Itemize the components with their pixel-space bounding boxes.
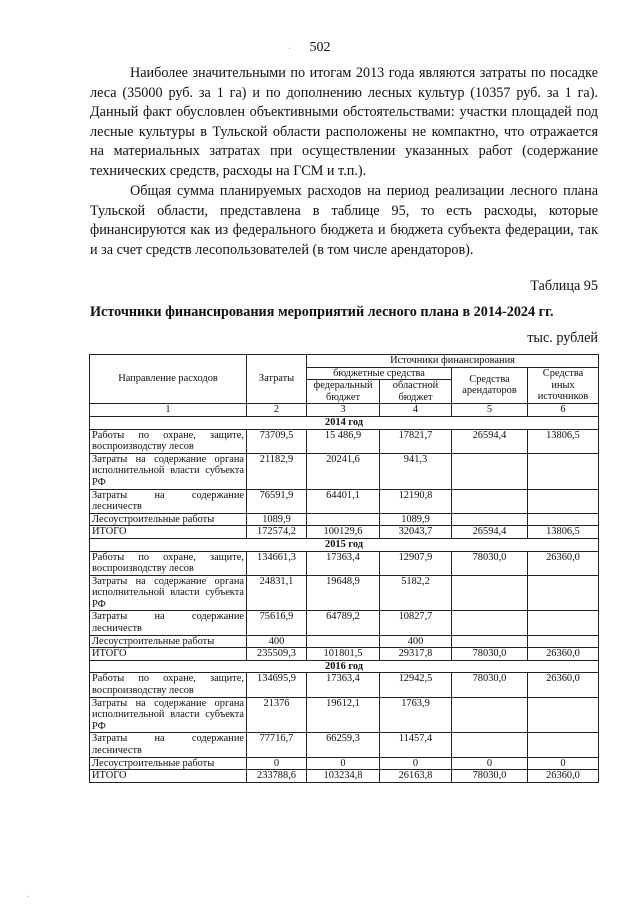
scan-speck: · [288, 44, 292, 55]
row-label: Лесоустроительные работы [90, 513, 247, 526]
column-number-row [90, 404, 599, 417]
cell-costs: 77716,7 [247, 733, 307, 757]
cell-regional: 1763,9 [380, 697, 452, 733]
table-row [90, 575, 599, 611]
cell-federal: 100129,6 [307, 526, 380, 539]
cell-tenants [452, 575, 528, 611]
cell-federal: 66259,3 [307, 733, 380, 757]
column-number: 5 [452, 404, 528, 417]
cell-tenants: 26594,4 [452, 526, 528, 539]
cell-costs: 75616,9 [247, 611, 307, 635]
cell-tenants [452, 697, 528, 733]
cell-regional: 17821,7 [380, 429, 452, 453]
table-row [90, 429, 599, 453]
row-label: Затраты на содержание органа исполнительной власти субъекта РФ [90, 697, 247, 733]
header-sources: Источники финансирования [307, 355, 599, 368]
cell-federal: 101801,5 [307, 648, 380, 661]
column-number: 2 [247, 404, 307, 417]
header-costs: Затраты [247, 355, 307, 404]
table-row [90, 611, 599, 635]
header-direction: Направление расходов [90, 355, 247, 404]
paragraph-1: Наиболее значительными по итогам 2013 года являются затраты по посадке леса (35000 руб. за 1 га) и по дополнению лесных культур (10357 руб. за 1 га). Данный факт обусловлен объективными обстоятельствами: участки площадей под лесные культуры в Тульской области расположены не компактно, что отражается на материальных затратах при осуществлении указанных работ (содержание технических средств, расходы на ГСМ и т.п.). [90, 65, 598, 179]
header-other: Средства иных источников [528, 367, 599, 404]
cell-tenants: 78030,0 [452, 551, 528, 575]
header-budget: бюджетные средства [307, 367, 452, 380]
cell-regional: 400 [380, 635, 452, 648]
cell-other: 0 [528, 757, 599, 770]
scan-speck: · [26, 892, 30, 903]
cell-regional: 26163,8 [380, 770, 452, 783]
cell-costs: 24831,1 [247, 575, 307, 611]
header-tenants: Средства арендаторов [452, 367, 528, 404]
year-heading: 2016 год [90, 660, 599, 673]
row-label: Работы по охране, защите, воспроизводству лесов [90, 551, 247, 575]
cell-costs: 21376 [247, 697, 307, 733]
cell-tenants: 78030,0 [452, 648, 528, 661]
cell-other [528, 513, 599, 526]
column-number: 6 [528, 404, 599, 417]
row-label: Затраты на содержание органа исполнительной власти субъекта РФ [90, 453, 247, 489]
row-label: Затраты на содержание органа исполнительной власти субъекта РФ [90, 575, 247, 611]
cell-regional: 12942,5 [380, 673, 452, 697]
row-label: Затраты на содержание лесничеств [90, 489, 247, 513]
year-row [90, 416, 599, 429]
header-regional: областной бюджет [380, 380, 452, 404]
cell-other: 13806,5 [528, 526, 599, 539]
cell-costs: 235509,3 [247, 648, 307, 661]
table-row [90, 648, 599, 661]
cell-tenants: 0 [452, 757, 528, 770]
table-body [90, 416, 599, 782]
table-row [90, 635, 599, 648]
cell-regional: 1089,9 [380, 513, 452, 526]
cell-regional: 10827,7 [380, 611, 452, 635]
table-row [90, 770, 599, 783]
cell-regional: 12907,9 [380, 551, 452, 575]
table-units: тыс. рублей [527, 330, 598, 346]
cell-other: 26360,0 [528, 648, 599, 661]
cell-other: 26360,0 [528, 551, 599, 575]
cell-federal [307, 635, 380, 648]
financing-table [89, 354, 599, 783]
cell-tenants: 78030,0 [452, 770, 528, 783]
year-heading: 2015 год [90, 538, 599, 551]
cell-tenants [452, 635, 528, 648]
cell-regional: 11457,4 [380, 733, 452, 757]
cell-federal [307, 513, 380, 526]
cell-federal: 19648,9 [307, 575, 380, 611]
column-number: 4 [380, 404, 452, 417]
header-federal: федеральный бюджет [307, 380, 380, 404]
cell-costs: 233788,6 [247, 770, 307, 783]
cell-federal: 103234,8 [307, 770, 380, 783]
cell-federal: 20241,6 [307, 453, 380, 489]
paragraph-2: Общая сумма планируемых расходов на период реализации лесного плана Тульской области, представлена в таблице 95, то есть расходы, которые финансируются как из федерального бюджета и бюджета субъекта федерации, так и за счет средств лесопользователей (в том числе арендаторов). [90, 183, 598, 258]
cell-other [528, 489, 599, 513]
row-label: Затраты на содержание лесничеств [90, 611, 247, 635]
cell-costs: 134695,9 [247, 673, 307, 697]
column-number: 1 [90, 404, 247, 417]
cell-other [528, 697, 599, 733]
cell-other: 13806,5 [528, 429, 599, 453]
cell-costs: 76591,9 [247, 489, 307, 513]
year-row [90, 538, 599, 551]
cell-regional: 5182,2 [380, 575, 452, 611]
cell-costs: 172574,2 [247, 526, 307, 539]
cell-tenants [452, 453, 528, 489]
cell-federal: 19612,1 [307, 697, 380, 733]
cell-costs: 73709,5 [247, 429, 307, 453]
cell-tenants [452, 489, 528, 513]
table-title: Источники финансирования мероприятий лесного плана в 2014-2024 гг. [90, 304, 554, 320]
row-label: ИТОГО [90, 770, 247, 783]
cell-tenants [452, 513, 528, 526]
cell-regional: 0 [380, 757, 452, 770]
cell-regional: 32043,7 [380, 526, 452, 539]
cell-other [528, 635, 599, 648]
cell-costs: 0 [247, 757, 307, 770]
cell-federal: 17363,4 [307, 673, 380, 697]
table-row [90, 757, 599, 770]
year-heading: 2014 год [90, 416, 599, 429]
table-row [90, 697, 599, 733]
cell-federal: 0 [307, 757, 380, 770]
cell-costs: 134661,3 [247, 551, 307, 575]
cell-other [528, 733, 599, 757]
cell-federal: 15 486,9 [307, 429, 380, 453]
row-label: ИТОГО [90, 648, 247, 661]
cell-other [528, 453, 599, 489]
cell-tenants: 78030,0 [452, 673, 528, 697]
year-row [90, 660, 599, 673]
cell-tenants [452, 611, 528, 635]
row-label: Работы по охране, защите, воспроизводству лесов [90, 429, 247, 453]
row-label: Лесоустроительные работы [90, 635, 247, 648]
row-label: Затраты на содержание лесничеств [90, 733, 247, 757]
table-row [90, 513, 599, 526]
table-row [90, 733, 599, 757]
column-number: 3 [307, 404, 380, 417]
cell-federal: 64401,1 [307, 489, 380, 513]
row-label: Работы по охране, защите, воспроизводству лесов [90, 673, 247, 697]
table-label: Таблица 95 [530, 278, 598, 294]
row-label: ИТОГО [90, 526, 247, 539]
table-row [90, 551, 599, 575]
cell-costs: 1089,9 [247, 513, 307, 526]
table-row [90, 673, 599, 697]
cell-other: 26360,0 [528, 770, 599, 783]
cell-regional: 941,3 [380, 453, 452, 489]
table-row [90, 453, 599, 489]
cell-other [528, 611, 599, 635]
cell-tenants: 26594,4 [452, 429, 528, 453]
cell-other [528, 575, 599, 611]
cell-costs: 21182,9 [247, 453, 307, 489]
cell-regional: 29317,8 [380, 648, 452, 661]
cell-costs: 400 [247, 635, 307, 648]
cell-other: 26360,0 [528, 673, 599, 697]
cell-regional: 12190,8 [380, 489, 452, 513]
cell-federal: 17363,4 [307, 551, 380, 575]
table-row [90, 526, 599, 539]
cell-federal: 64789,2 [307, 611, 380, 635]
row-label: Лесоустроительные работы [90, 757, 247, 770]
cell-tenants [452, 733, 528, 757]
page-number: 502 [309, 40, 331, 55]
table-row [90, 489, 599, 513]
